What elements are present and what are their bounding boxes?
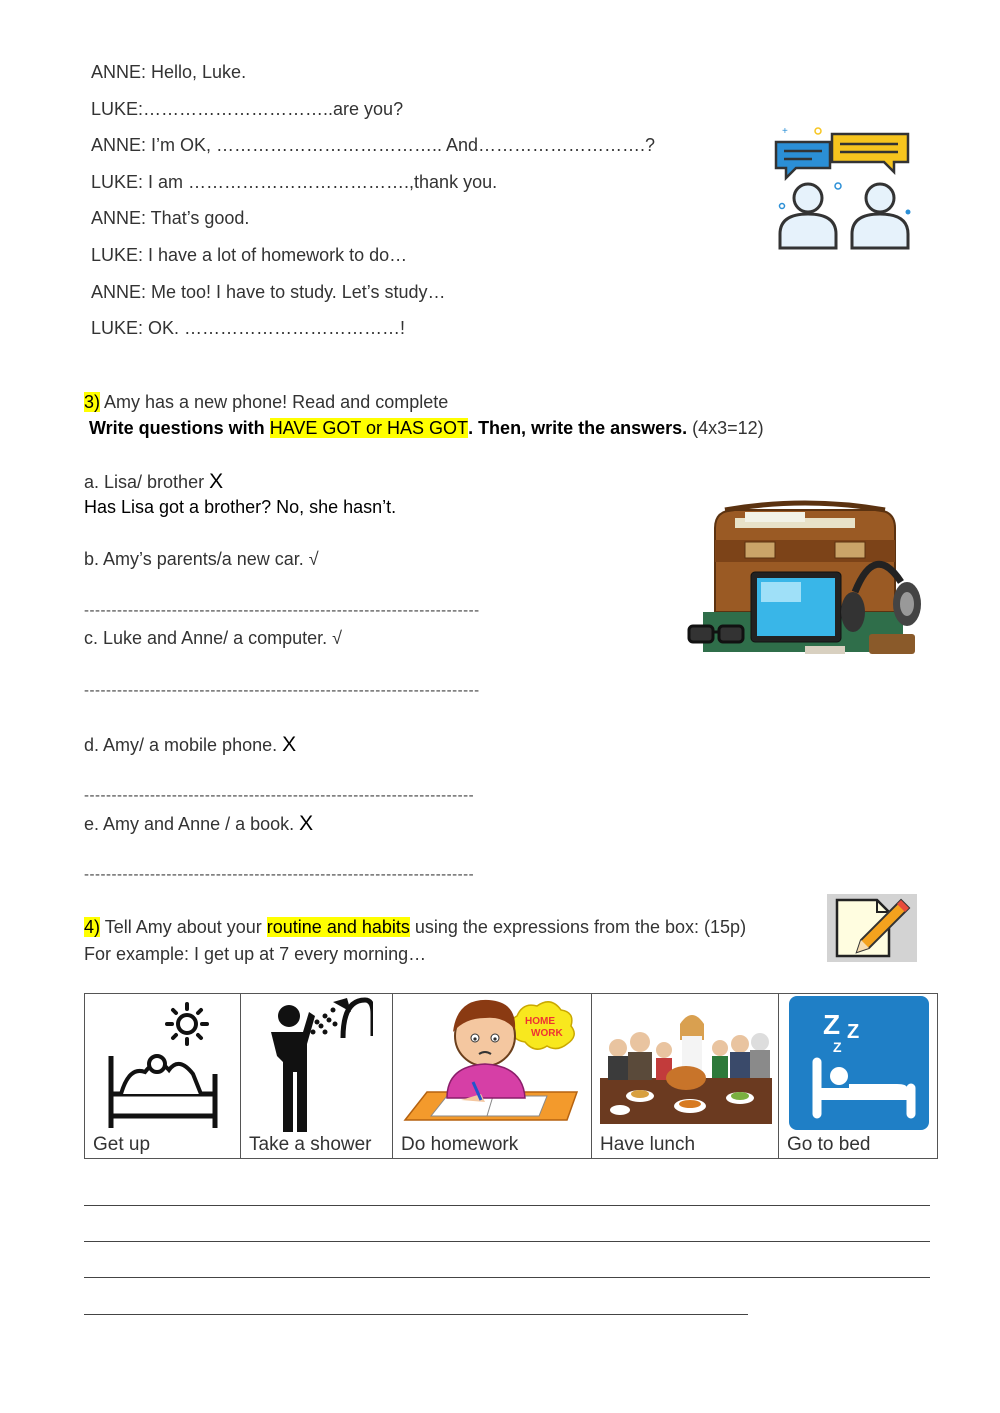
section-4-number: 4) [84, 917, 101, 937]
bag-gadgets-image [685, 500, 925, 662]
dialogue-line-5: ANNE: That’s good. [91, 208, 250, 228]
svg-text:+: + [782, 126, 788, 137]
section-4-example: For example: I get up at 7 every morning… [84, 944, 427, 964]
dialogue-line-3: ANNE: I’m OK, ……………………………….. And……………………….? [91, 135, 656, 155]
answer-line-c: ------------------------------------------------------------------------ [84, 682, 480, 699]
dialogue-line-6: LUKE: I have a lot of homework to do… [91, 245, 408, 265]
section-3-intro: Amy has a new phone! Read and complete [100, 392, 449, 412]
dialogue-line-2: LUKE:…………………………..are you? [91, 99, 404, 119]
cross-mark: X [282, 733, 297, 756]
writing-line-4[interactable] [84, 1314, 748, 1315]
writing-line-2[interactable] [84, 1241, 930, 1242]
item-d: d. Amy/ a mobile phone. X [84, 733, 297, 756]
family-lunch-image [600, 1002, 772, 1126]
svg-text:HOME: HOME [525, 1016, 555, 1027]
cross-mark: X [209, 470, 224, 493]
svg-text:Z: Z [823, 1009, 841, 1040]
item-e: e. Amy and Anne / a book. X [84, 812, 314, 835]
answer-line-b: ------------------------------------------------------------------------ [84, 602, 480, 619]
section-3-instructions: Write questions with HAVE GOT or HAS GOT. Then, write the answers. (4x3=12) [89, 418, 764, 438]
item-b: b. Amy’s parents/a new car. √ [84, 549, 319, 569]
get-up-icon [107, 1000, 219, 1130]
pencil-note-icon [827, 894, 917, 962]
example-prompt: a. Lisa/ brother X [84, 470, 224, 493]
routine-label: Go to bed [787, 1134, 871, 1155]
writing-line-1[interactable] [84, 1205, 930, 1206]
check-mark: √ [308, 549, 319, 569]
example-answer: Has Lisa got a brother? No, she hasn’t. [84, 497, 397, 517]
routine-cell-homework [393, 994, 592, 1159]
svg-text:Z: Z [833, 1039, 842, 1055]
go-to-bed-icon [787, 996, 931, 1132]
dialogue-line-7: ANNE: Me too! I have to study. Let’s study… [91, 282, 446, 302]
answer-line-e: ----------------------------------------------------------------------- [84, 866, 475, 883]
item-c: c. Luke and Anne/ a computer. √ [84, 628, 343, 648]
svg-text:Z: Z [847, 1021, 860, 1043]
section-4-title: 4) Tell Amy about your routine and habits using the expressions from the box: (15p) [84, 917, 747, 937]
answer-line-d: ----------------------------------------------------------------------- [84, 787, 475, 804]
homework-boy-image [401, 996, 583, 1126]
dialogue-line-8: LUKE: OK. ………………………………! [91, 318, 406, 338]
routine-label: Have lunch [600, 1134, 696, 1155]
dialogue-line-4: LUKE: I am ……………………………….,thank you. [91, 172, 498, 192]
routine-cell-shower [241, 994, 393, 1159]
routine-label: Get up [93, 1134, 151, 1155]
dialogue-line-1: ANNE: Hello, Luke. [91, 62, 247, 82]
section-3-number: 3) [84, 392, 101, 412]
routine-highlight: routine and habits [266, 917, 410, 937]
routine-label: Do homework [401, 1134, 519, 1155]
chat-people-icon [772, 124, 914, 254]
points: (4x3=12) [687, 418, 764, 438]
routine-label: Take a shower [249, 1134, 372, 1155]
routine-cell-bed [779, 994, 938, 1159]
shower-icon [263, 996, 373, 1132]
svg-text:WORK: WORK [531, 1028, 563, 1039]
writing-line-3[interactable] [84, 1277, 930, 1278]
routine-cell-get-up [85, 994, 241, 1159]
have-got-highlight: HAVE GOT or HAS GOT [269, 418, 469, 438]
routine-cell-lunch [592, 994, 779, 1159]
section-3-title [84, 392, 448, 413]
routine-table [84, 993, 938, 1159]
check-mark: √ [332, 628, 343, 648]
cross-mark: X [299, 812, 314, 835]
